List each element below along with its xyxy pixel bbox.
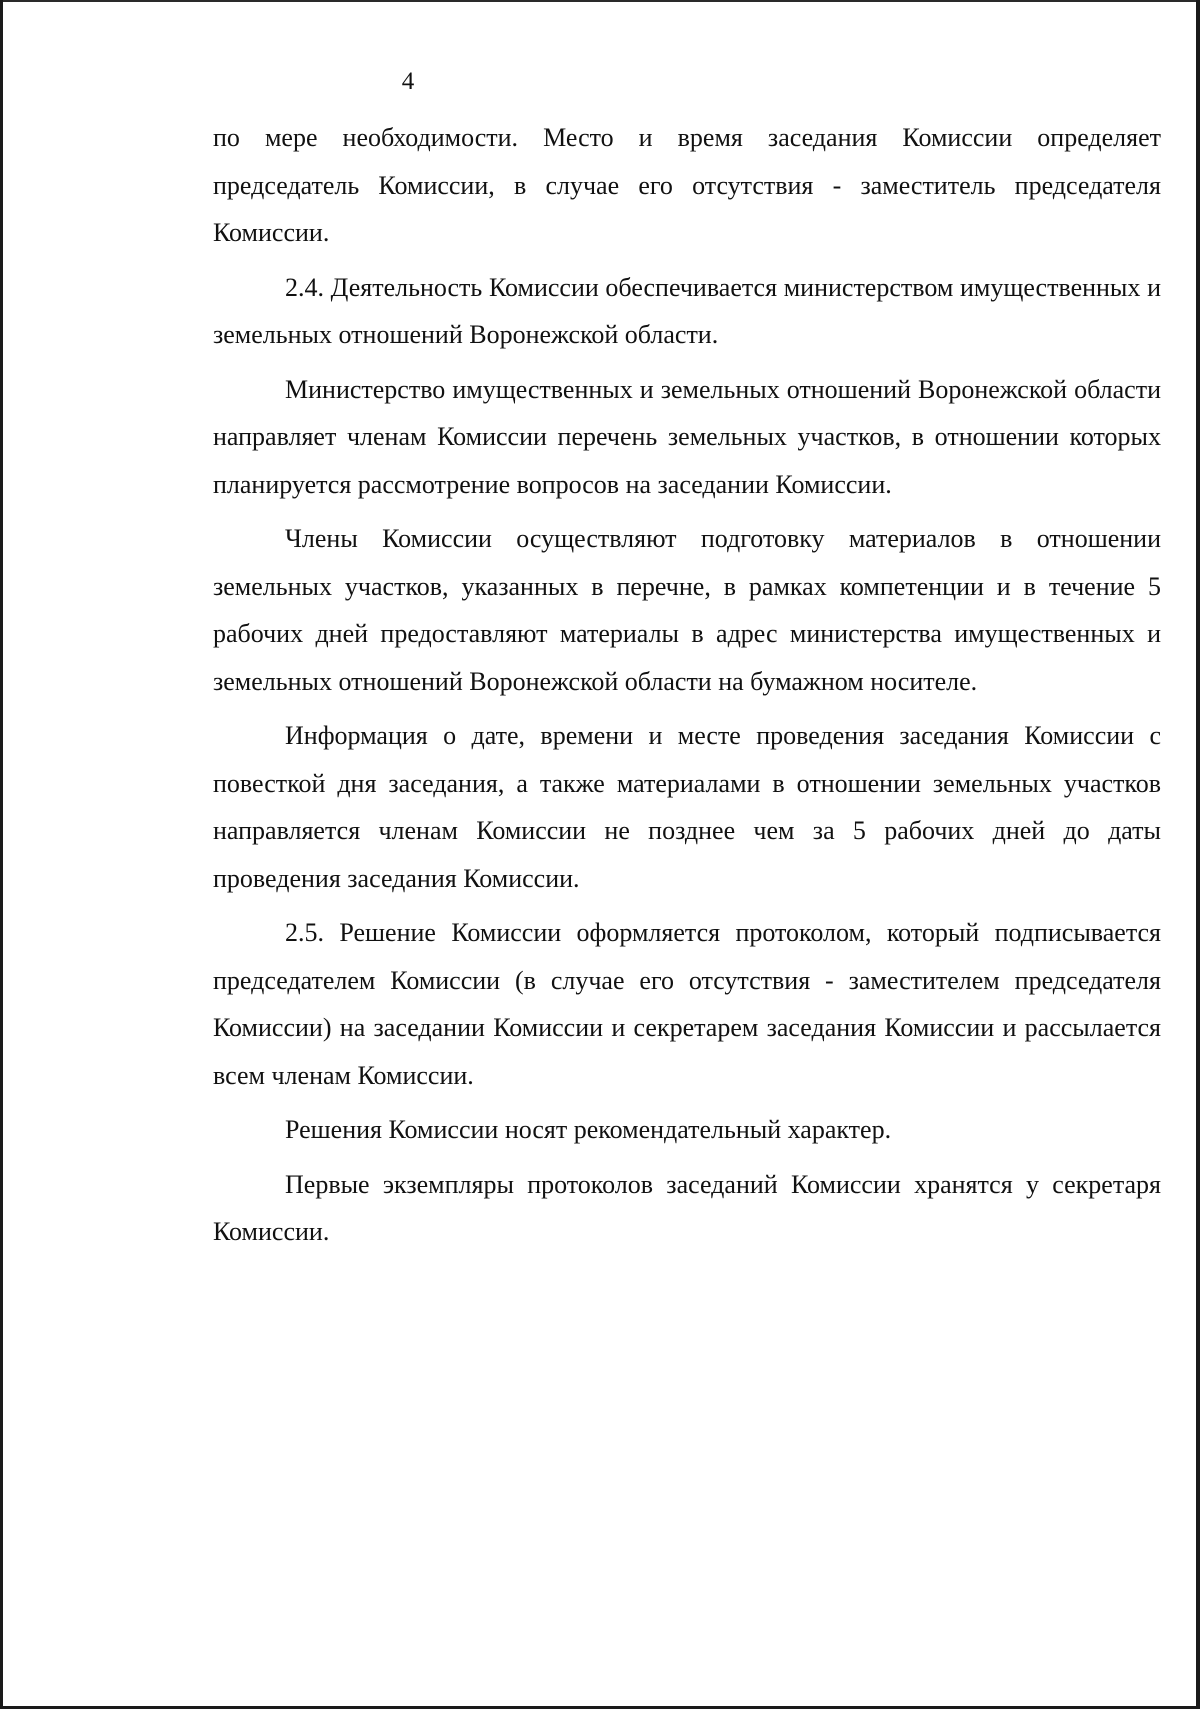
document-body xyxy=(213,114,1161,1256)
page-number: 4 xyxy=(401,68,415,95)
paragraph-2-4-commission-support: 2.4. Деятельность Комиссии обеспечивается министерством имущественных и земельных отношений Воронежской области. xyxy=(213,272,1161,349)
scan-border-right xyxy=(1196,0,1200,1709)
scan-border-top xyxy=(0,0,1200,2)
paragraph-ministry-sends-list: Министерство имущественных и земельных отношений Воронежской области направляет членам Комиссии перечень земельных участков, в отношении которых планируется рассмотрение вопросов на заседании Комиссии. xyxy=(213,374,1161,499)
paragraph-protocol-copies-storage: Первые экземпляры протоколов заседаний Комиссии хранятся у секретаря Комиссии. xyxy=(213,1169,1161,1246)
paragraph-members-prepare-materials: Члены Комиссии осуществляют подготовку материалов в отношении земельных участков, указанных в перечне, в рамках компетенции и в течение 5 рабочих дней предоставляют материалы в адрес министерства имущественных и земельных отношений Воронежской области на бумажном носителе. xyxy=(213,524,1161,696)
paragraph-decisions-recommendatory: Решения Комиссии носят рекомендательный характер. xyxy=(285,1115,892,1144)
paragraph-meeting-information: Информация о дате, времени и месте проведения заседания Комиссии с повесткой дня заседания, а также материалами в отношении земельных участков направляется членам Комиссии не позднее чем за 5 рабочих дней до даты проведения заседания Комиссии. xyxy=(213,721,1161,893)
paragraph-2-5-decision-protocol: 2.5. Решение Комиссии оформляется протоколом, который подписывается председателем Комиссии (в случае его отсутствия - заместителем председателя Комиссии) на заседании Комиссии и секретарем заседания Комиссии и рассылается всем членам Комиссии. xyxy=(213,918,1161,1090)
scan-border-left xyxy=(0,0,3,1709)
paragraph-meeting-schedule: по мере необходимости. Место и время заседания Комиссии определяет председатель Комиссии, в случае его отсутствия - заместитель председателя Комиссии. xyxy=(213,123,1161,247)
